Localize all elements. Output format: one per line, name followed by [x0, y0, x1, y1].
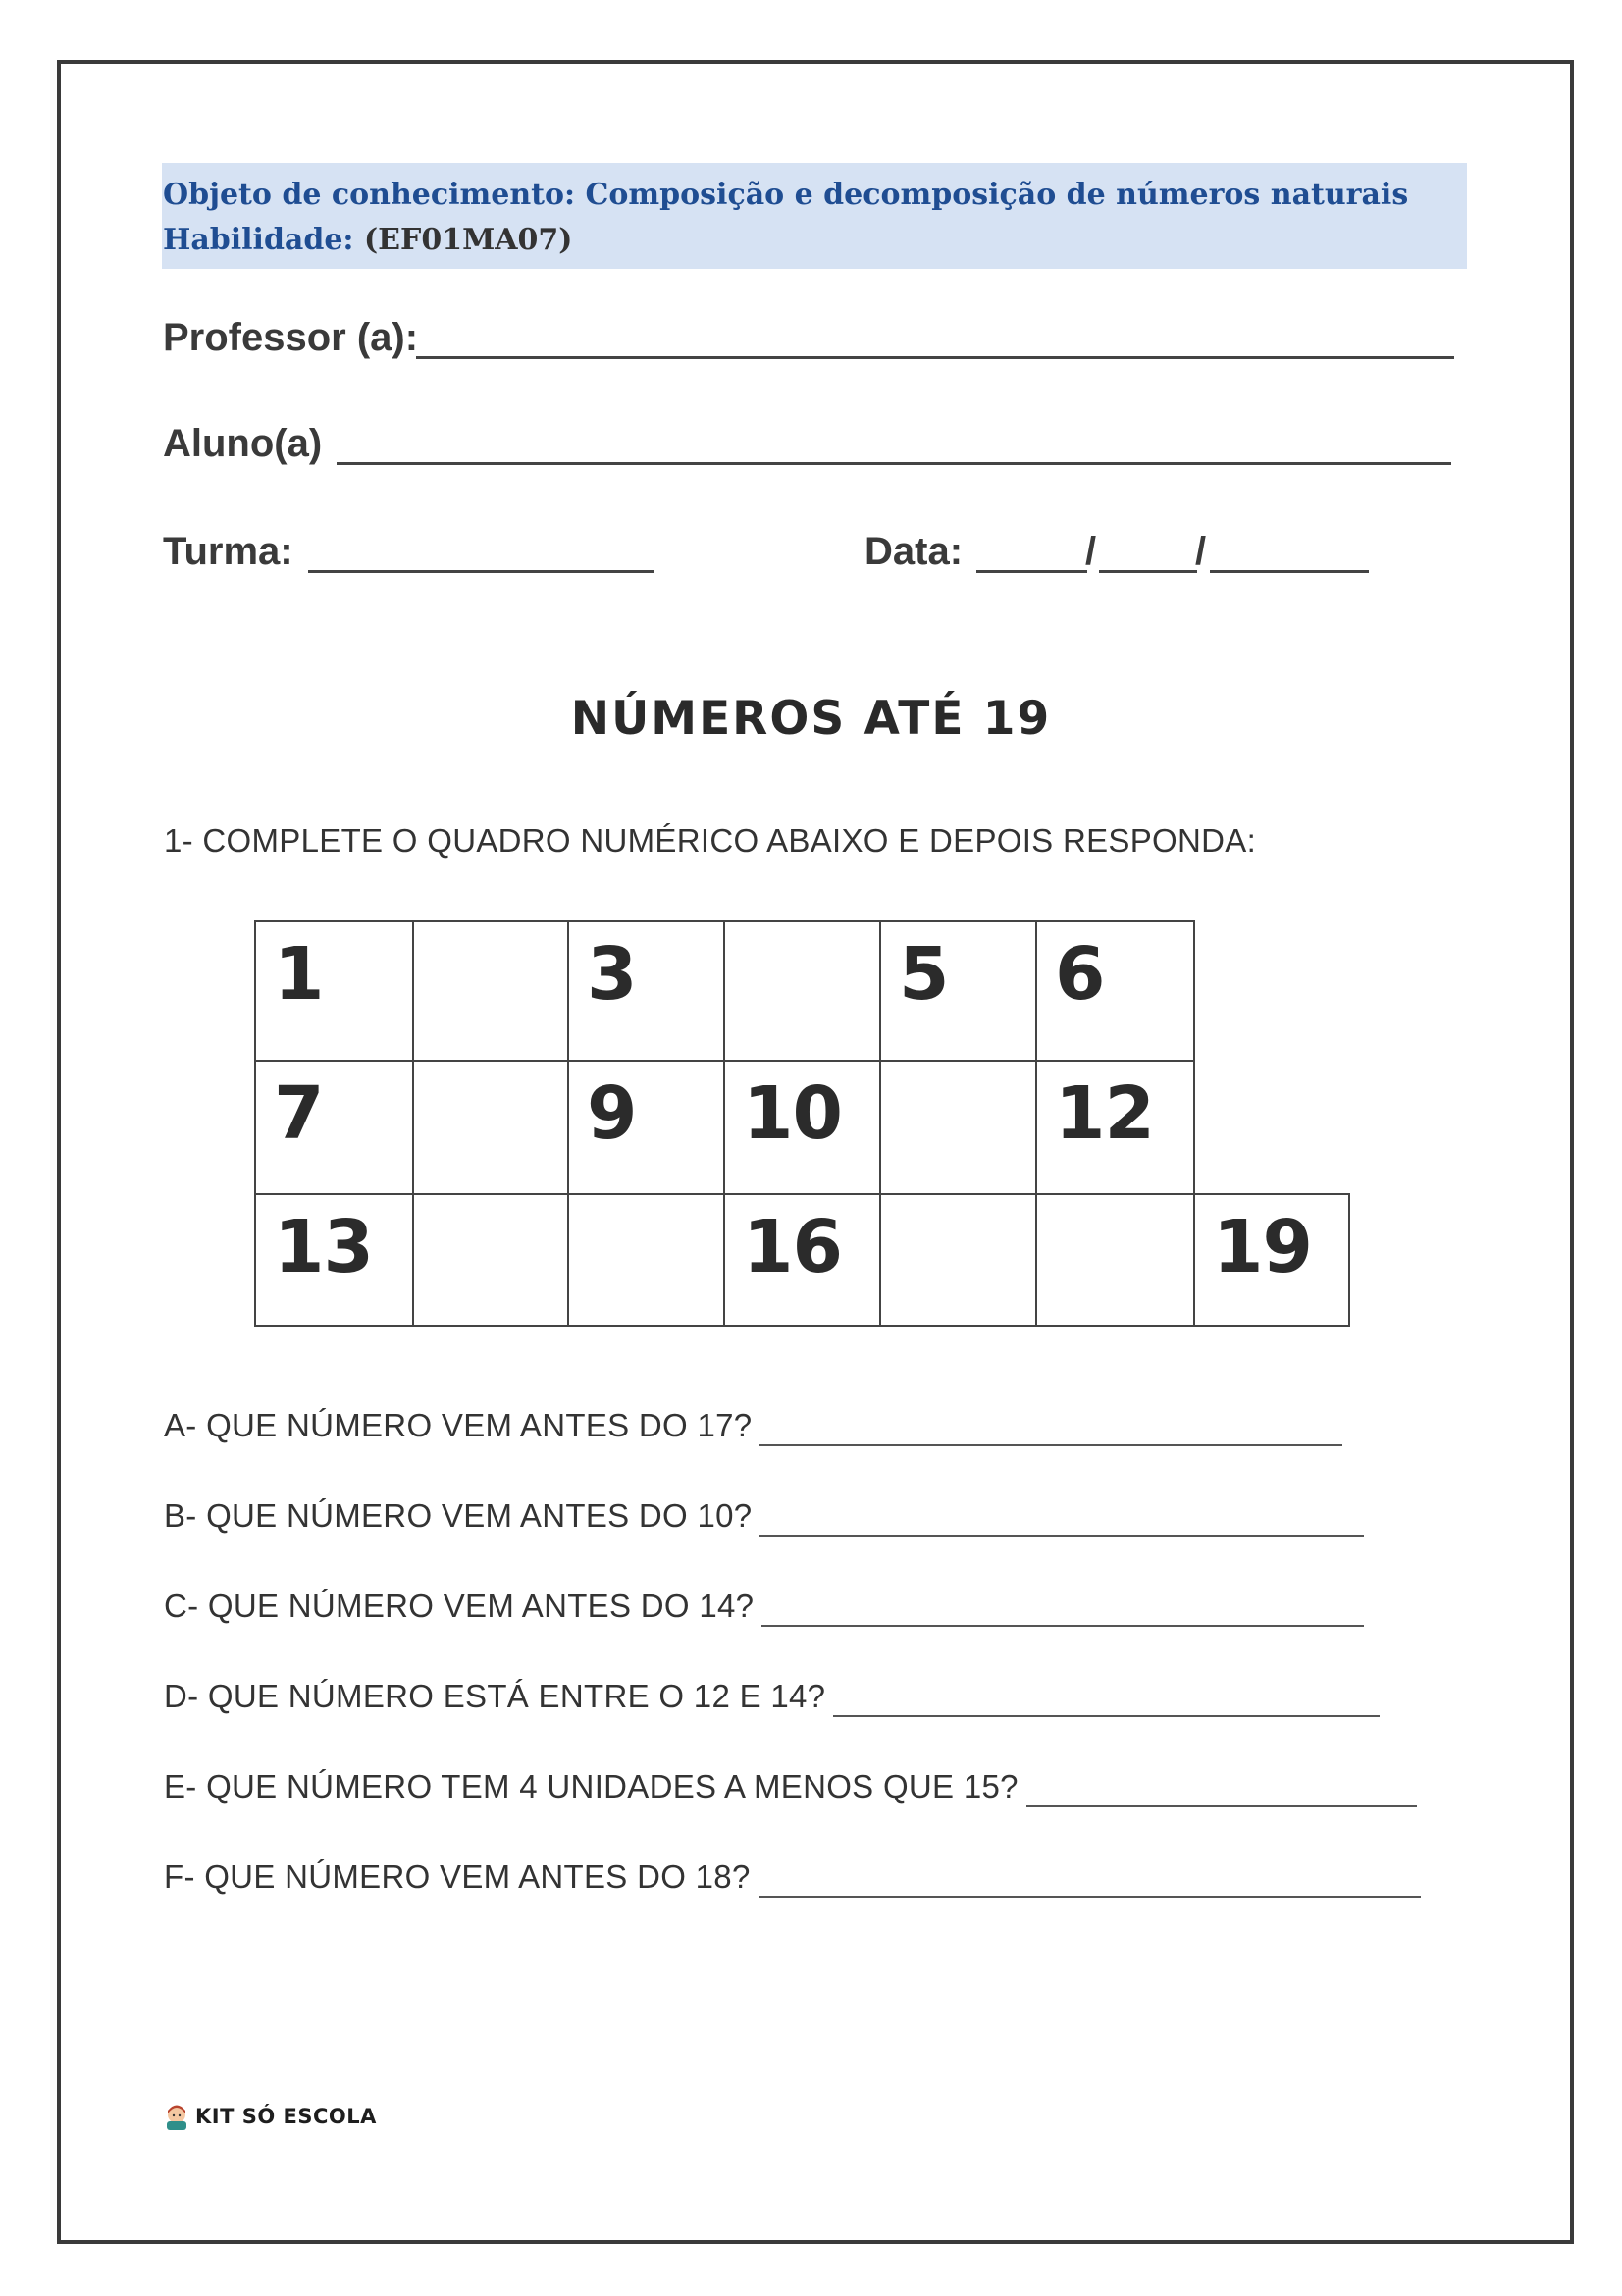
grid-cell[interactable] — [879, 1060, 1037, 1195]
answer-line[interactable] — [1026, 1805, 1417, 1807]
grid-cell — [567, 1060, 725, 1195]
logo-text: KIT SÓ ESCOLA — [195, 2105, 377, 2128]
kit-so-escola-logo — [162, 2100, 377, 2133]
worksheet-title: NÚMEROS ATÉ 19 — [570, 692, 1052, 746]
grid-number: 13 — [274, 1205, 373, 1289]
grid-cell[interactable] — [412, 1060, 569, 1195]
exercise-instruction: 1- COMPLETE O QUADRO NUMÉRICO ABAIXO E DEPOIS RESPONDA: — [164, 822, 1257, 859]
grid-number: 10 — [743, 1071, 842, 1156]
question-text: D- QUE NÚMERO ESTÁ ENTRE O 12 E 14? — [164, 1678, 826, 1714]
teacher-name-line[interactable] — [416, 356, 1454, 359]
skill-label: Habilidade: — [163, 223, 354, 257]
class-label: Turma: — [163, 530, 293, 573]
grid-cell — [1193, 1193, 1350, 1327]
grid-cell[interactable] — [412, 1193, 569, 1327]
grid-number: 19 — [1213, 1205, 1312, 1289]
grid-cell[interactable] — [723, 920, 881, 1062]
grid-cell[interactable] — [567, 1193, 725, 1327]
objective-text: Objeto de conhecimento: Composição e decomposição de números naturais — [163, 178, 1409, 212]
answer-line[interactable] — [759, 1896, 1421, 1898]
date-month-line[interactable] — [1099, 570, 1197, 573]
grid-number: 3 — [587, 932, 637, 1017]
teacher-label: Professor (a): — [163, 316, 419, 359]
grid-number: 9 — [587, 1071, 637, 1156]
grid-cell — [723, 1193, 881, 1327]
grid-cell[interactable] — [1035, 1193, 1195, 1327]
grid-cell[interactable] — [412, 920, 569, 1062]
date-separator-2: / — [1195, 530, 1207, 573]
student-mascot-icon — [162, 2102, 191, 2131]
date-day-line[interactable] — [976, 570, 1087, 573]
skill-line — [163, 218, 1467, 263]
grid-cell — [567, 920, 725, 1062]
grid-number: 12 — [1055, 1071, 1154, 1156]
grid-cell — [723, 1060, 881, 1195]
grid-cell — [254, 1193, 414, 1327]
date-year-line[interactable] — [1210, 570, 1369, 573]
grid-number: 16 — [743, 1205, 842, 1289]
grid-cell[interactable] — [879, 1193, 1037, 1327]
question-text: F- QUE NÚMERO VEM ANTES DO 18? — [164, 1858, 751, 1895]
answer-line[interactable] — [833, 1715, 1380, 1717]
objective-line — [163, 173, 1467, 218]
question-text: E- QUE NÚMERO TEM 4 UNIDADES A MENOS QUE 15? — [164, 1768, 1019, 1804]
grid-cell — [1035, 1060, 1195, 1195]
answer-line[interactable] — [759, 1444, 1342, 1446]
header-box — [162, 163, 1467, 269]
question-text: A- QUE NÚMERO VEM ANTES DO 17? — [164, 1407, 753, 1443]
date-separator-1: / — [1085, 530, 1097, 573]
date-label: Data: — [864, 530, 964, 573]
grid-cell — [254, 1060, 414, 1195]
grid-cell — [1035, 920, 1195, 1062]
class-line[interactable] — [308, 570, 654, 573]
student-name-line[interactable] — [337, 462, 1451, 465]
answer-line[interactable] — [759, 1535, 1364, 1537]
question-text: B- QUE NÚMERO VEM ANTES DO 10? — [164, 1497, 753, 1534]
grid-cell — [879, 920, 1037, 1062]
grid-number: 7 — [274, 1071, 324, 1156]
grid-number: 6 — [1055, 932, 1105, 1017]
student-label: Aluno(a) — [163, 422, 323, 465]
grid-number: 5 — [899, 932, 949, 1017]
question-text: C- QUE NÚMERO VEM ANTES DO 14? — [164, 1588, 755, 1624]
grid-number: 1 — [274, 932, 324, 1017]
grid-cell — [254, 920, 414, 1062]
skill-code: (EF01MA07) — [363, 223, 573, 257]
answer-line[interactable] — [761, 1625, 1364, 1627]
